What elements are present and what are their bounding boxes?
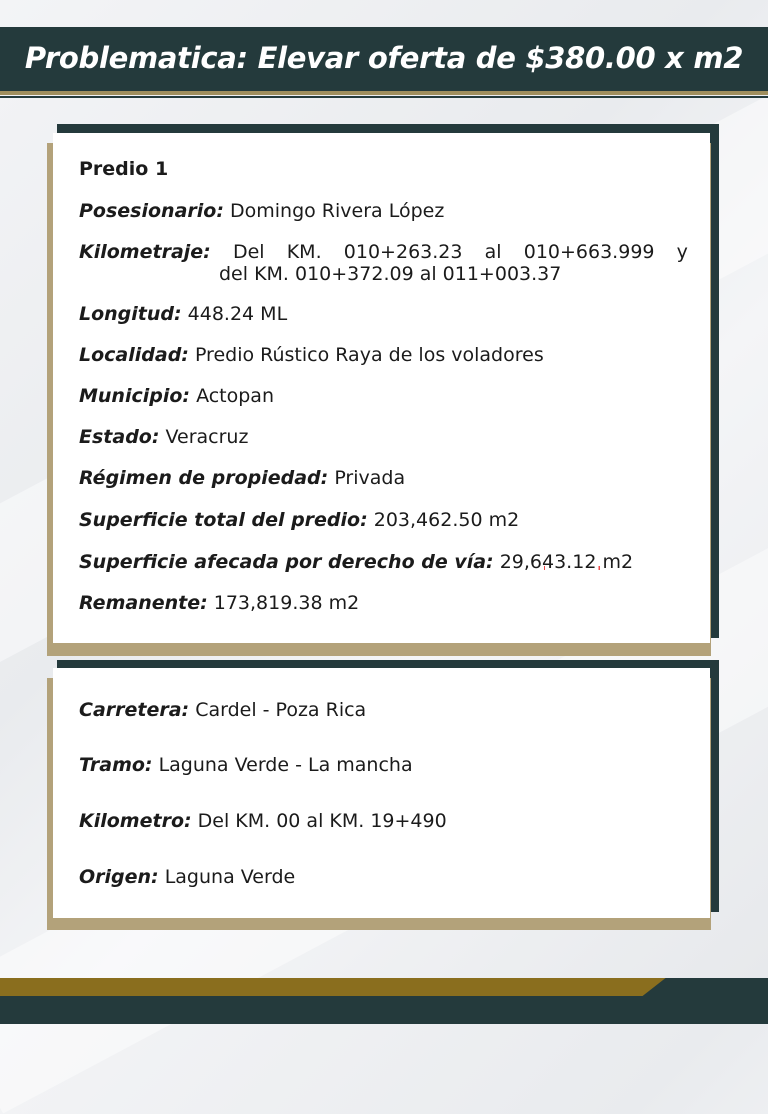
predio-card [53,133,710,643]
field-label: Estado: [79,426,160,448]
field-label: Kilometraje: [79,241,211,263]
field-superficie-afectada [79,551,688,573]
field-value: 173,819.38 m2 [213,592,360,614]
field-label: Kilometro: [79,810,192,832]
km-word: al [484,241,502,263]
field-value: Del KM. 00 al KM. 19+490 [197,810,447,832]
field-origen [79,866,688,888]
field-label: Posesionario: [79,200,224,222]
field-longitud [79,303,688,325]
field-label: Remanente: [79,592,208,614]
page-header [0,27,768,95]
kilometraje-line1 [79,241,688,263]
field-value: Cardel - Poza Rica [195,699,367,721]
km-word: 010+263.23 [343,241,463,263]
field-label: Superficie afecada por derecho de vía: [79,551,494,573]
field-value: Laguna Verde - La mancha [158,754,413,776]
field-value: Veracruz [165,426,249,448]
page-title: Problematica: Elevar oferta de $380.00 x m2 [24,41,744,75]
footer-dark-band [0,996,768,1024]
kilometraje-line2: del KM. 010+372.09 al 011+003.37 [219,263,562,285]
field-kilometraje [79,241,688,285]
field-localidad [79,344,688,366]
carretera-card [53,668,710,918]
km-word: y [676,241,688,263]
field-value: Privada [334,467,406,489]
km-word: KM. [286,241,322,263]
field-label: Origen: [79,866,159,888]
field-value: Predio Rústico Raya de los voladores [194,344,544,366]
card-title: Predio 1 [79,158,169,180]
field-label: Tramo: [79,754,153,776]
field-label: Superficie total del predio: [79,509,368,531]
field-superficie-total [79,509,688,531]
field-value-highlighted: 29,643.12 m2 [499,551,634,573]
field-value: Laguna Verde [164,866,296,888]
field-label: Régimen de propiedad: [79,467,329,489]
field-label: Localidad: [79,344,189,366]
km-word: Del [232,241,265,263]
field-estado [79,426,688,448]
field-label: Municipio: [79,385,191,407]
field-kilometro [79,810,688,832]
km-word: 010+663.999 [523,241,655,263]
field-label: Carretera: [79,699,190,721]
field-carretera [79,699,688,721]
field-value: 203,462.50 m2 [373,509,520,531]
field-tramo [79,754,688,776]
field-value: 448.24 ML [187,303,288,325]
field-posesionario [79,200,688,222]
header-divider [0,96,768,98]
field-remanente [79,592,688,614]
field-value: Actopan [196,385,274,407]
field-municipio [79,385,688,407]
field-regimen [79,467,688,489]
field-label: Longitud: [79,303,182,325]
footer-gold-band [0,978,670,996]
field-value: Domingo Rivera López [229,200,445,222]
